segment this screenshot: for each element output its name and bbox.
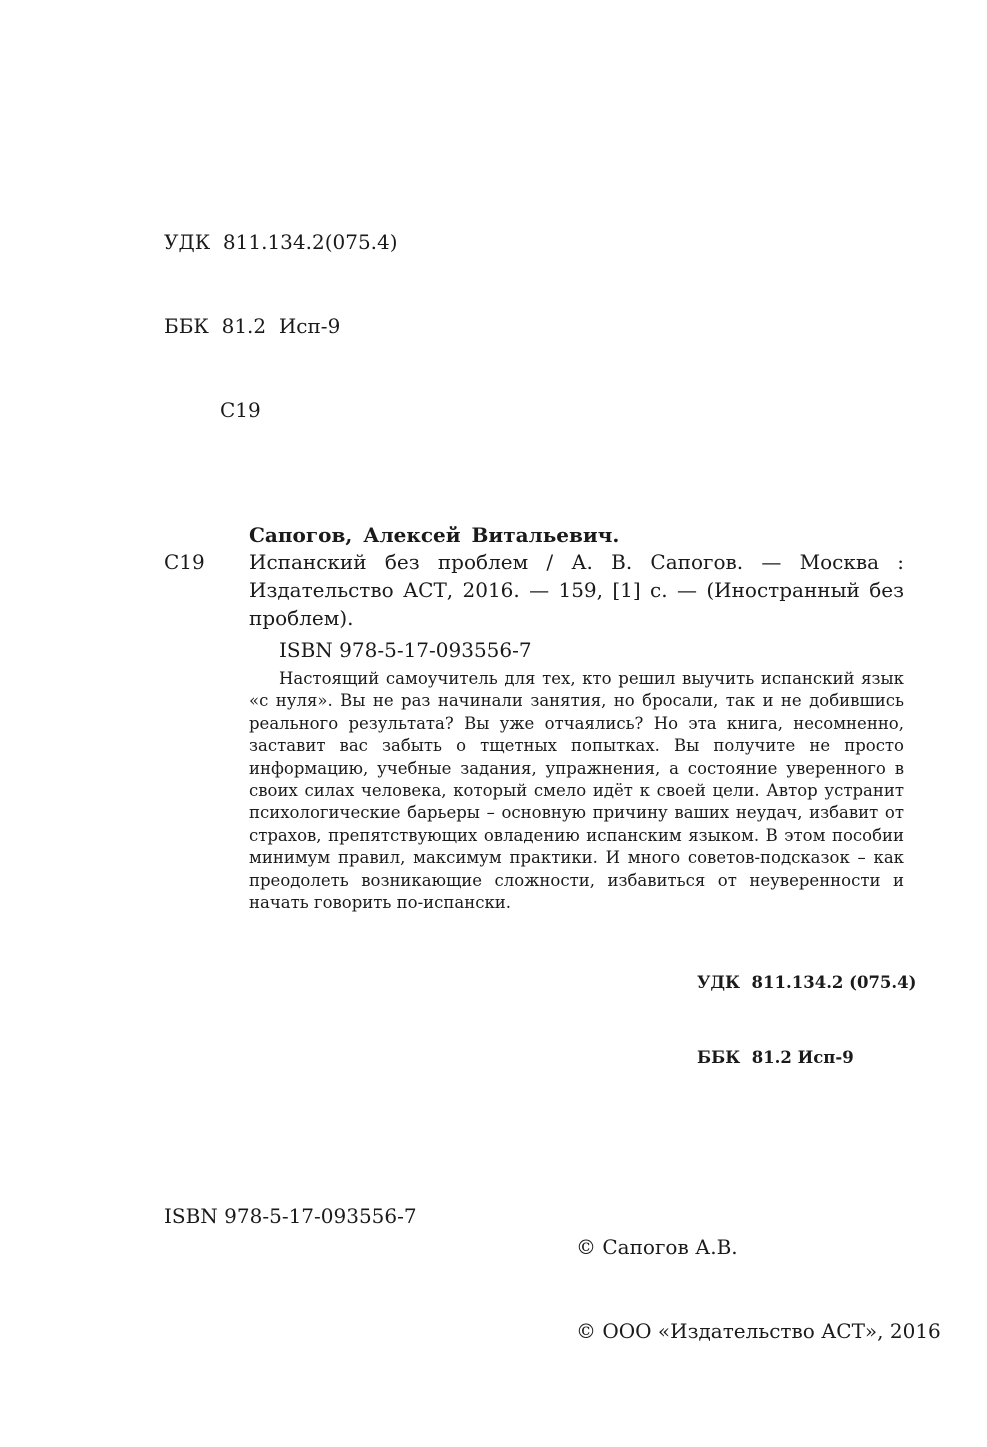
footer-isbn: ISBN 978-5-17-093556-7 [164,1204,417,1228]
author-heading: Сапогов, Алексей Витальевич. [249,523,620,547]
annotation-text: Настоящий самоучитель для тех, кто решил выучить испанский язык «с нуля». Вы не раз начинали занятия, но бросали, так и не добившись реального результата? Вы уже отчаялись? Но эта книга, несомненно, заставит вас забыть о тщетных попытках. Вы получите не просто информацию, учебные задания, упражнения, а состояние уверенного в своих силах человека, который смело идёт к своей цели. Автор устранит психологические барьеры – основную причину ваших неудач, избавит от страхов, препятствующих овладению испанским языком. В этом пособии минимум правил, максимум практики. И много советов-подсказок – как преодолеть возникающие сложности, избавиться от неуверенности и начать говорить по-испански. [249,669,904,913]
copyright-publisher: © ООО «Издательство АСТ», 2016 [576,1319,941,1343]
bbk-code-bottom: ББК 81.2 Исп-9 [697,1048,854,1067]
udk-code-bottom: УДК 811.134.2 (075.4) [697,973,917,992]
classification-block [164,172,398,480]
isbn-number: ISBN 978-5-17-093556-7 [279,638,532,662]
copyright-block [576,1177,941,1401]
author-mark: С19 [220,398,261,422]
classification-summary [697,920,916,1120]
copyright-author: © Сапогов А.В. [576,1235,738,1259]
udk-code: УДК 811.134.2(075.4) [164,230,398,254]
author-mark-code: С19 [164,550,205,574]
bbk-code: ББК 81.2 Исп-9 [164,314,341,338]
bibliographic-description: Испанский без проблем / А. В. Сапогов. — Москва : Издательство АСТ, 2016. — 159, [1] с. — (Иностранный без проблем). [249,550,904,630]
